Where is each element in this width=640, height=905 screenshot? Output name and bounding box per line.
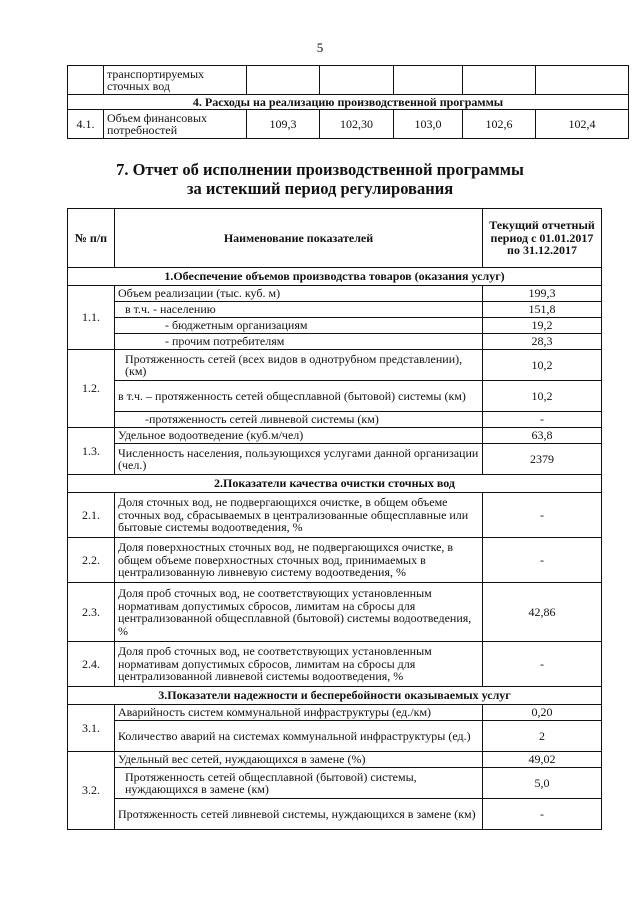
table-row (68, 334, 602, 350)
cell-label: Объем реализации (тыс. куб. м) (115, 286, 483, 302)
cell-value: 28,3 (483, 334, 602, 350)
cell-label: в т.ч. - населению (115, 302, 483, 318)
col-header-number: № п/п (68, 209, 115, 268)
section-row (68, 687, 602, 705)
cell-label: Количество аварий на системах коммунальной инфраструктуры (ед.) (115, 721, 483, 752)
table-row (68, 350, 602, 381)
cell-value: 109,3 (247, 110, 320, 139)
row-number: 1.3. (68, 428, 115, 475)
row-number: 2.1. (68, 493, 115, 538)
row-number: 2.2. (68, 538, 115, 583)
table-row (68, 444, 602, 475)
cell-label: Объем финансовых потребностей (104, 110, 247, 139)
heading-line: за истекший период регулирования (186, 179, 454, 198)
cell-label: -протяженность сетей ливневой системы (км) (115, 412, 483, 428)
cell-empty (320, 66, 394, 95)
cell-label: Протяженность сетей ливневой системы, нуждающихся в замене (км) (115, 799, 483, 830)
cell-value: 19,2 (483, 318, 602, 334)
row-number: 1.2. (68, 350, 115, 428)
row-number: 3.2. (68, 752, 115, 830)
cell-label: Протяженность сетей (всех видов в однотрубном представлении), (км) (115, 350, 483, 381)
table-row (68, 538, 602, 583)
cell-value: 102,30 (320, 110, 394, 139)
section-heading (0, 160, 640, 198)
cell-empty (68, 66, 104, 95)
table-row (68, 286, 602, 302)
cell-label: Доля поверхностных сточных вод, не подвергающихся очистке, в общем объеме поверхностных сточных вод, принимаемых в централизованную ливневую систему водоотведения, % (115, 538, 483, 583)
table-row (68, 66, 629, 95)
cell-label: Удельный вес сетей, нуждающихся в замене (%) (115, 752, 483, 768)
row-number: 2.4. (68, 642, 115, 687)
table-row (68, 110, 629, 139)
row-number: 4.1. (68, 110, 104, 139)
heading-line: 7. Отчет об исполнении производственной программы (116, 160, 524, 179)
cell-label: - бюджетным организациям (115, 318, 483, 334)
table-row (68, 493, 602, 538)
cell-empty (463, 66, 536, 95)
cell-label: в т.ч. – протяженность сетей общесплавной (бытовой) системы (км) (115, 381, 483, 412)
row-number: 1.1. (68, 286, 115, 350)
cell-value: 102,6 (463, 110, 536, 139)
table-row (68, 381, 602, 412)
table-row (68, 428, 602, 444)
cell-value: - (483, 493, 602, 538)
table-row (68, 799, 602, 830)
report-table (67, 208, 602, 830)
cell-value: 10,2 (483, 381, 602, 412)
cell-label: Доля проб сточных вод, не соответствующих установленным нормативам допустимых сбросов, лимитам на сбросы для централизованной общесплавной (бытовой) системы водоотведения, % (115, 583, 483, 642)
table-row (68, 768, 602, 799)
cell-value: 2 (483, 721, 602, 752)
table-row (68, 583, 602, 642)
table-row (68, 318, 602, 334)
cell-value: 42,86 (483, 583, 602, 642)
cell-label: Численность населения, пользующихся услугами данной организации (чел.) (115, 444, 483, 475)
cell-value: - (483, 642, 602, 687)
cell-label: Доля сточных вод, не подвергающихся очистке, в общем объеме сточных вод, сбрасываемых в централизованные общесплавные или бытовые системы водоотведения, % (115, 493, 483, 538)
cell-value: - (483, 412, 602, 428)
col-header-period: Текущий отчетный период с 01.01.2017 по 31.12.2017 (483, 209, 602, 268)
cell-value: - (483, 799, 602, 830)
cell-empty (247, 66, 320, 95)
section-row (68, 475, 602, 493)
section-row (68, 268, 602, 286)
section-title: 4. Расходы на реализацию производственной программы (68, 95, 629, 110)
cell-empty (536, 66, 629, 95)
cell-label: Протяженность сетей общесплавной (бытовой) системы, нуждающихся в замене (км) (115, 768, 483, 799)
cell-label: Аварийность систем коммунальной инфраструктуры (ед./км) (115, 705, 483, 721)
row-number: 2.3. (68, 583, 115, 642)
cell-value: 102,4 (536, 110, 629, 139)
cell-value: 103,0 (394, 110, 463, 139)
cell-value: 151,8 (483, 302, 602, 318)
table-row (68, 721, 602, 752)
cell-label: Удельное водоотведение (куб.м/чел) (115, 428, 483, 444)
cell-value: 2379 (483, 444, 602, 475)
cell-label: Доля проб сточных вод, не соответствующих установленным нормативам допустимых сбросов, лимитам на сбросы для централизованной ливневой системы водоотведения, % (115, 642, 483, 687)
cell-value: 199,3 (483, 286, 602, 302)
section-title: 2.Показатели качества очистки сточных вод (68, 475, 602, 493)
table-row (68, 705, 602, 721)
cell-value: - (483, 538, 602, 583)
header-row (68, 209, 602, 268)
cell-value: 63,8 (483, 428, 602, 444)
table-row (68, 752, 602, 768)
table-row (68, 642, 602, 687)
section-row (68, 95, 629, 110)
cell-value: 49,02 (483, 752, 602, 768)
top-table (67, 65, 629, 139)
cell-label: - прочим потребителям (115, 334, 483, 350)
cell-value: 0,20 (483, 705, 602, 721)
table-row (68, 302, 602, 318)
col-header-name: Наименование показателей (115, 209, 483, 268)
section-title: 1.Обеспечение объемов производства товаров (оказания услуг) (68, 268, 602, 286)
page-number: 5 (316, 40, 324, 55)
cell-empty (394, 66, 463, 95)
row-number: 3.1. (68, 705, 115, 752)
cell-label: транспортируемых сточных вод (104, 66, 247, 95)
section-title: 3.Показатели надежности и бесперебойности оказываемых услуг (68, 687, 602, 705)
cell-value: 10,2 (483, 350, 602, 381)
cell-value: 5,0 (483, 768, 602, 799)
table-row (68, 412, 602, 428)
